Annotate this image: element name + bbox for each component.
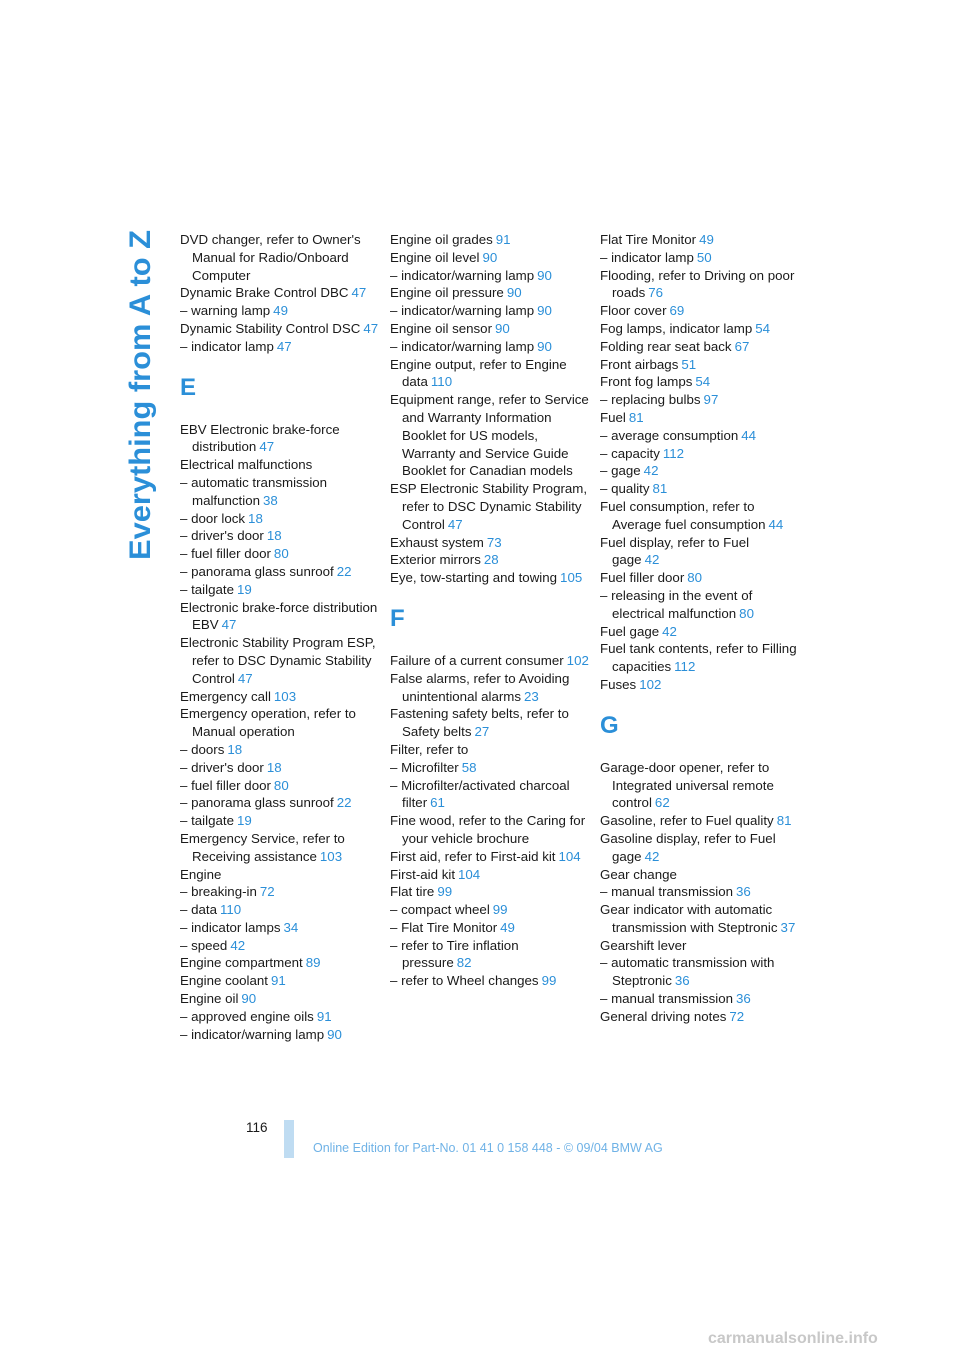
index-entry-text: – refer to Tire inflation pressure: [390, 937, 519, 971]
index-entry: [390, 741, 590, 759]
index-entry: [180, 901, 380, 919]
index-entry-text: Electronic Stability Program ESP, refer to DSC Dynamic Stability Control: [180, 635, 376, 686]
index-entry-page-link[interactable]: 104: [558, 848, 581, 864]
index-entry: [180, 937, 380, 955]
index-entry-text: – indicator/warning lamp: [390, 303, 535, 319]
index-entry: [600, 267, 800, 303]
index-entry-text: – average consumption: [600, 427, 739, 443]
index-entry: [180, 510, 380, 528]
index-entry-text: Engine output, refer to Engine data: [390, 356, 567, 390]
index-entry: [180, 231, 380, 284]
index-entry: [390, 534, 590, 552]
index-entry-page-link[interactable]: 80: [273, 546, 289, 562]
index-entry: [600, 866, 800, 884]
index-entry-page-link[interactable]: 80: [739, 605, 754, 621]
index-entry-page-link[interactable]: 90: [241, 991, 257, 1007]
index-entry-text: Fuel tank contents, refer to Filling capacities: [600, 641, 797, 675]
index-entry-text: – quality: [600, 481, 650, 497]
index-entry-text: Gearshift lever: [600, 937, 687, 953]
index-entry-page-link[interactable]: 67: [734, 338, 750, 354]
index-entry-page-link[interactable]: 69: [669, 303, 685, 319]
index-entry-page-link[interactable]: 73: [486, 534, 502, 550]
index-entry: [390, 569, 590, 587]
index-entry: [180, 581, 380, 599]
index-entry-text: – speed: [180, 937, 228, 953]
index-entry-text: – breaking-in: [180, 884, 257, 900]
index-entry: [390, 901, 590, 919]
index-entry-text: Gear indicator with automatic transmission with Steptronic: [600, 902, 778, 935]
index-entry-page-link[interactable]: 72: [259, 884, 275, 900]
index-entry-text: – tailgate: [180, 813, 234, 829]
index-entry-text: False alarms, refer to Avoiding unintentional alarms: [390, 670, 570, 704]
index-entry-page-link[interactable]: 49: [500, 919, 515, 935]
index-entry-page-link[interactable]: 22: [336, 795, 352, 811]
index-entry: [600, 462, 800, 480]
index-entry-text: – approved engine oils: [180, 1008, 314, 1024]
index-entry-text: Fuel gage: [600, 623, 660, 639]
index-entry-text: – warning lamp: [180, 303, 271, 319]
index-entry-page-link[interactable]: 112: [674, 659, 696, 675]
index-entry-text: Gasoline display, refer to Fuel gage: [600, 830, 776, 864]
index-entry: [600, 1008, 800, 1026]
index-entry: [180, 972, 380, 990]
index-entry-page-link[interactable]: 50: [696, 249, 712, 265]
index-entry-text: Exhaust system: [390, 534, 484, 550]
index-entry-text: – door lock: [180, 510, 246, 526]
index-entry-page-link[interactable]: 102: [566, 652, 589, 668]
index-entry-text: – indicator lamp: [600, 249, 694, 265]
index-entry-text: Electrical malfunctions: [180, 457, 313, 473]
index-entry-text: Dynamic Stability Control DSC: [180, 320, 361, 336]
index-entry: [180, 456, 380, 474]
index-entry-text: Fine wood, refer to the Caring for your vehicle brochure: [390, 813, 586, 846]
section-letter-heading: E: [180, 373, 197, 401]
index-entry-text: General driving notes: [600, 1008, 727, 1024]
index-entry: [390, 705, 590, 741]
index-entry: [390, 759, 590, 777]
index-entry: [600, 883, 800, 901]
index-entry-page-link[interactable]: 81: [652, 481, 668, 497]
index-entry-text: – panorama glass sunroof: [180, 563, 334, 579]
index-entry-text: – indicator/warning lamp: [180, 1026, 325, 1042]
index-entry-page-link[interactable]: 76: [648, 285, 664, 301]
index-entry: [390, 652, 590, 670]
index-entry-page-link[interactable]: 42: [644, 552, 660, 568]
index-entry-page-link[interactable]: 62: [654, 795, 670, 811]
index-entry: [390, 866, 590, 884]
index-entry-page-link[interactable]: 23: [524, 688, 539, 704]
index-entry-text: – driver's door: [180, 528, 264, 544]
index-entry: [180, 545, 380, 563]
index-entry-page-link[interactable]: 61: [430, 795, 445, 811]
index-entry-text: Fuel display, refer to Fuel gage: [600, 534, 750, 568]
index-entry-page-link[interactable]: 44: [741, 427, 757, 443]
index-entry-page-link[interactable]: 90: [537, 338, 552, 354]
index-column-2: [390, 231, 590, 990]
index-entry-text: – tailgate: [180, 581, 234, 597]
index-entry-page-link[interactable]: 38: [263, 492, 278, 508]
index-entry: [390, 231, 590, 249]
index-entry: [600, 830, 800, 866]
index-entry-text: – capacity: [600, 445, 660, 461]
index-entry: [600, 954, 800, 990]
index-entry-page-link[interactable]: 90: [506, 285, 522, 301]
index-entry: [390, 267, 590, 285]
index-entry-text: Equipment range, refer to Service and Warranty Information Booklet for US models, Warranty and Service Guide Booklet for Canadian models: [390, 392, 589, 479]
index-entry: [390, 937, 590, 973]
index-entry: [600, 409, 800, 427]
index-entry-text: – indicator/warning lamp: [390, 267, 535, 283]
index-entry-text: Failure of a current consumer: [390, 652, 564, 668]
index-entry-text: – manual transmission: [600, 884, 734, 900]
index-entry-text: – fuel filler door: [180, 777, 271, 793]
index-entry-text: Gear change: [600, 866, 677, 882]
index-entry-page-link[interactable]: 80: [687, 570, 703, 586]
index-entry-text: – indicator/warning lamp: [390, 338, 535, 354]
index-entry-text: Emergency call: [180, 688, 271, 704]
index-entry: [600, 249, 800, 267]
index-entry: [180, 812, 380, 830]
index-entry-text: Engine coolant: [180, 973, 268, 989]
index-entry-text: Emergency operation, refer to Manual operation: [180, 706, 356, 740]
index-entry-text: – driver's door: [180, 759, 264, 775]
index-entry: [180, 954, 380, 972]
index-entry-text: – fuel filler door: [180, 546, 271, 562]
index-entry: [390, 284, 590, 302]
index-entry-text: Gasoline, refer to Fuel quality: [600, 813, 774, 829]
index-entry-page-link[interactable]: 90: [482, 249, 498, 265]
index-entry-page-link[interactable]: 18: [266, 759, 282, 775]
index-entry-text: Front airbags: [600, 356, 679, 372]
footer-accent-bar: [284, 1120, 294, 1158]
index-entry-page-link[interactable]: 51: [681, 356, 697, 372]
index-entry-text: – data: [180, 902, 217, 918]
index-entry-text: – Microfilter: [390, 759, 459, 775]
index-entry: [390, 777, 590, 813]
index-entry: [600, 338, 800, 356]
index-entry: [600, 587, 800, 623]
index-entry-page-link[interactable]: 90: [537, 303, 552, 319]
index-entry-text: – gage: [600, 463, 641, 479]
index-entry: [390, 919, 590, 937]
index-entry-page-link[interactable]: 47: [221, 617, 237, 633]
index-entry-text: – compact wheel: [390, 902, 490, 918]
index-entry-text: – automatic transmission with Steptronic: [600, 955, 775, 989]
index-entry-page-link[interactable]: 34: [283, 919, 299, 935]
section-letter-heading: F: [390, 604, 405, 632]
index-entry: [600, 373, 800, 391]
index-entry-page-link[interactable]: 36: [736, 884, 751, 900]
index-entry-text: Engine compartment: [180, 955, 303, 971]
index-entry: [600, 569, 800, 587]
index-entry-text: Engine: [180, 866, 222, 882]
index-entry: [600, 901, 800, 937]
index-entry-text: Fuses: [600, 676, 637, 692]
index-entry-page-link[interactable]: 103: [273, 688, 297, 704]
index-entry-page-link[interactable]: 47: [351, 285, 367, 301]
index-entry-text: Flat Tire Monitor: [600, 232, 697, 247]
page-number: 116: [246, 1120, 268, 1135]
index-entry: [600, 427, 800, 445]
index-entry: [390, 848, 590, 866]
section-letter-heading: G: [600, 711, 619, 739]
index-entry-page-link[interactable]: 47: [237, 670, 253, 686]
index-column-3: [600, 231, 800, 1026]
index-entry-text: Eye, tow-starting and towing: [390, 570, 558, 586]
index-entry: [390, 320, 590, 338]
index-entry-page-link[interactable]: 36: [674, 973, 690, 989]
index-entry-page-link[interactable]: 58: [461, 759, 477, 775]
index-entry-text: – doors: [180, 741, 225, 757]
index-entry: [600, 990, 800, 1008]
index-entry-text: Flat tire: [390, 884, 435, 900]
index-entry-page-link[interactable]: 99: [492, 902, 508, 918]
index-entry: [600, 759, 800, 812]
index-entry-text: Flooding, refer to Driving on poor roads: [600, 267, 795, 301]
index-entry: [600, 231, 800, 249]
index-entry-text: Fastening safety belts, refer to Safety belts: [390, 706, 569, 740]
index-entry-page-link[interactable]: 91: [316, 1008, 332, 1024]
index-entry-text: Electronic brake-force distribution EBV: [180, 599, 378, 633]
index-entry: [180, 320, 380, 338]
index-entry: [180, 338, 380, 356]
index-entry-page-link[interactable]: 97: [703, 392, 719, 408]
index-entry: [600, 676, 800, 694]
index-entry-page-link[interactable]: 27: [474, 724, 490, 740]
index-entry-page-link[interactable]: 47: [259, 439, 275, 455]
index-entry-text: Fog lamps, indicator lamp: [600, 320, 753, 336]
index-entry-text: Fuel consumption, refer to Average fuel consumption: [600, 498, 766, 532]
index-entry: [600, 534, 800, 570]
index-entry: [180, 599, 380, 635]
index-entry-page-link[interactable]: 54: [695, 374, 711, 390]
index-entry-page-link[interactable]: 42: [644, 848, 660, 864]
index-entry-page-link[interactable]: 72: [729, 1008, 745, 1024]
index-entry-page-link[interactable]: 54: [755, 320, 771, 336]
index-entry-text: ESP Electronic Stability Program, refer to DSC Dynamic Stability Control: [390, 481, 588, 532]
index-entry: [390, 670, 590, 706]
index-entry: [390, 391, 590, 480]
chapter-title-vertical: [120, 230, 160, 560]
index-entry: [180, 634, 380, 687]
index-entry: [180, 688, 380, 706]
chapter-title-text: Everything from A to Z: [124, 238, 157, 560]
index-entry-page-link[interactable]: 99: [437, 884, 453, 900]
index-entry-text: Floor cover: [600, 303, 667, 319]
index-entry: [600, 445, 800, 463]
index-entry: [180, 1008, 380, 1026]
index-entry-page-link[interactable]: 110: [430, 374, 453, 390]
index-entry: [180, 563, 380, 581]
index-entry-text: Emergency Service, refer to Receiving assistance: [180, 830, 345, 864]
index-entry: [180, 794, 380, 812]
index-entry-page-link[interactable]: 81: [776, 813, 792, 829]
index-entry: [180, 705, 380, 741]
index-entry-text: First aid, refer to First-aid kit: [390, 848, 556, 864]
watermark: carmanualsonline.info: [708, 1330, 878, 1347]
index-entry-text: Dynamic Brake Control DBC: [180, 285, 349, 301]
index-entry-page-link[interactable]: 49: [273, 303, 288, 319]
index-entry: [600, 391, 800, 409]
index-entry-page-link[interactable]: 28: [483, 552, 499, 568]
index-column-1: [180, 231, 380, 1043]
index-entry-page-link[interactable]: 22: [336, 563, 352, 579]
index-entry-page-link[interactable]: 89: [305, 955, 321, 971]
index-entry: [180, 1026, 380, 1044]
index-entry-text: Filter, refer to: [390, 741, 469, 757]
index-entry: [390, 480, 590, 533]
index-entry-text: – Flat Tire Monitor: [390, 919, 498, 935]
index-entry-text: – Microfilter/activated charcoal filter: [390, 777, 570, 811]
index-entry: [600, 356, 800, 374]
index-entry: [600, 302, 800, 320]
index-entry-page-link[interactable]: 91: [270, 973, 286, 989]
index-entry-text: Garage-door opener, refer to Integrated universal remote control: [600, 759, 774, 811]
index-entry: [390, 551, 590, 569]
index-entry-text: – replacing bulbs: [600, 392, 701, 408]
index-entry: [180, 990, 380, 1008]
index-entry-page-link[interactable]: 18: [227, 741, 243, 757]
index-entry-page-link[interactable]: 42: [230, 937, 246, 953]
index-entry-page-link[interactable]: 19: [236, 813, 252, 829]
index-entry: [390, 972, 590, 990]
index-entry-page-link[interactable]: 47: [447, 516, 463, 532]
index-entry-text: – automatic transmission malfunction: [180, 474, 328, 508]
index-entry-text: – indicator lamp: [180, 338, 274, 354]
index-entry-page-link[interactable]: 90: [495, 320, 510, 336]
index-entry: [390, 812, 590, 848]
index-entry-page-link[interactable]: 91: [495, 232, 511, 247]
index-entry-page-link[interactable]: 103: [319, 848, 343, 864]
index-entry: [390, 883, 590, 901]
index-entry: [390, 302, 590, 320]
index-entry-text: Fuel filler door: [600, 570, 685, 586]
index-entry-page-link[interactable]: 19: [236, 581, 252, 597]
index-entry: [600, 812, 800, 830]
index-entry: [390, 338, 590, 356]
index-entry-page-link[interactable]: 82: [456, 955, 472, 971]
index-entry-page-link[interactable]: 49: [699, 232, 714, 247]
index-entry-page-link[interactable]: 44: [768, 516, 784, 532]
index-entry: [180, 527, 380, 545]
index-entry: [180, 883, 380, 901]
index-entry: [180, 777, 380, 795]
index-entry: [180, 284, 380, 302]
index-entry: [600, 480, 800, 498]
index-entry-text: First-aid kit: [390, 866, 456, 882]
index-entry-page-link[interactable]: 18: [248, 510, 263, 526]
index-entry-text: Folding rear seat back: [600, 338, 732, 354]
footer-edition-text: Online Edition for Part-No. 01 41 0 158 448 - © 09/04 BMW AG: [313, 1141, 663, 1155]
index-entry-text: Fuel: [600, 409, 626, 425]
index-entry-page-link[interactable]: 112: [662, 445, 685, 461]
index-entry: [180, 830, 380, 866]
index-entry-page-link[interactable]: 42: [643, 463, 659, 479]
index-entry: [180, 866, 380, 884]
index-entry: [180, 919, 380, 937]
index-entry-text: Engine oil sensor: [390, 320, 493, 336]
index-entry: [180, 741, 380, 759]
index-entry-text: – indicator lamps: [180, 919, 281, 935]
index-entry-text: – refer to Wheel changes: [390, 973, 539, 989]
index-entry-page-link[interactable]: 42: [662, 623, 677, 639]
index-entry: [600, 623, 800, 641]
index-entry-text: – releasing in the event of electrical malfunction: [600, 587, 753, 621]
index-entry: [600, 498, 800, 534]
index-entry-page-link[interactable]: 81: [628, 409, 644, 425]
index-entry-text: – panorama glass sunroof: [180, 795, 334, 811]
index-entry-text: EBV Electronic brake-force distribution: [180, 421, 340, 455]
index-entry-text: Exterior mirrors: [390, 552, 481, 568]
index-entry: [180, 474, 380, 510]
index-entry-page-link[interactable]: 36: [736, 991, 751, 1007]
index-entry-text: Engine oil pressure: [390, 285, 504, 301]
index-entry: [600, 640, 800, 676]
index-entry-text: Engine oil level: [390, 249, 480, 265]
index-entry-text: Engine oil: [180, 991, 239, 1007]
index-entry-page-link[interactable]: 47: [363, 320, 379, 336]
index-entry-page-link[interactable]: 99: [541, 973, 557, 989]
index-entry: [600, 320, 800, 338]
index-entry: [390, 249, 590, 267]
index-entry: [180, 759, 380, 777]
index-entry-page-link[interactable]: 105: [560, 570, 583, 586]
index-entry: [600, 937, 800, 955]
index-entry-page-link[interactable]: 110: [219, 902, 242, 918]
index-entry-page-link[interactable]: 90: [537, 267, 552, 283]
index-entry-page-link[interactable]: 37: [780, 919, 796, 935]
index-entry-text: Front fog lamps: [600, 374, 693, 390]
index-entry-text: DVD changer, refer to Owner's Manual for Radio/Onboard Computer: [180, 232, 361, 283]
index-entry: [180, 302, 380, 320]
index-entry: [180, 421, 380, 457]
index-entry-page-link[interactable]: 47: [276, 338, 292, 354]
index-entry-page-link[interactable]: 104: [458, 866, 481, 882]
index-entry-page-link[interactable]: 90: [327, 1026, 342, 1042]
index-entry-page-link[interactable]: 18: [266, 528, 282, 544]
index-entry-text: – manual transmission: [600, 991, 734, 1007]
index-entry-page-link[interactable]: 80: [273, 777, 289, 793]
index-entry: [390, 356, 590, 392]
index-entry-page-link[interactable]: 102: [639, 676, 662, 692]
index-entry-text: Engine oil grades: [390, 232, 493, 247]
